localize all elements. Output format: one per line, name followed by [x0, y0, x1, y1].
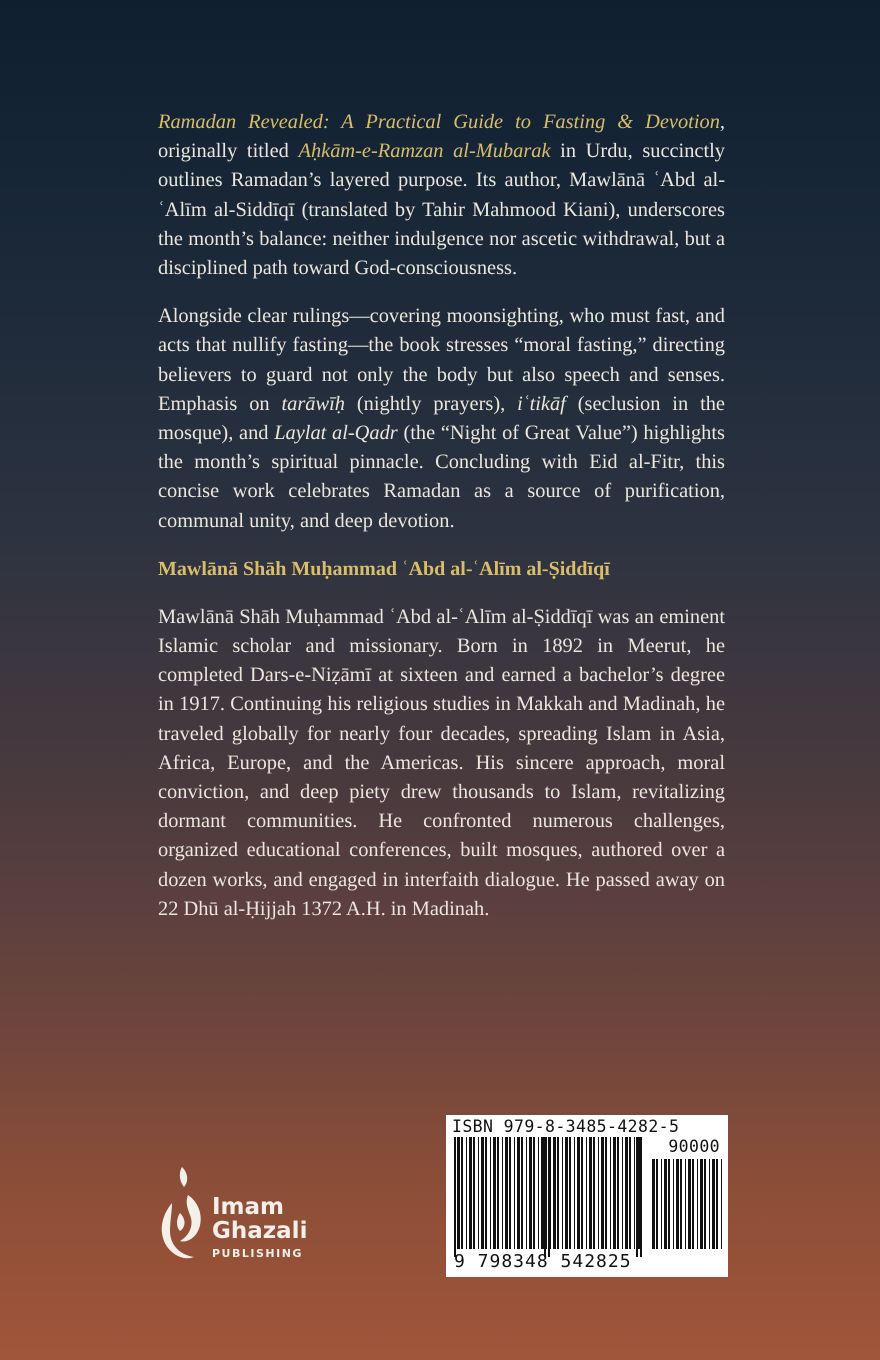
publisher-name: Imam Ghazali [212, 1194, 308, 1244]
barcode-guard-bar [548, 1137, 550, 1257]
barcode-bar [721, 1159, 722, 1249]
barcode-guard-bar [544, 1137, 546, 1257]
barcode-bar [629, 1137, 631, 1249]
author-bio: Mawlānā Shāh Muḥammad ʿAbd al-ʿAlīm al-Ṣiddīqī was an eminent Islamic scholar and missionary. Born in 1892 in Meerut, he completed Dars-e-Niẓāmī at sixteen and earned a bachelor’s degree in 1917. Continuing his religious studies in Makkah and Madinah, he traveled globally for nearly four decades, spreading Islam in Asia, Africa, Europe, and the Americas. His sincere approach, moral conviction, and deep piety drew thousands to Islam, revitalizing dormant communities. He confronted numerous challenges, organized educational conferences, built mosques, authored over a dozen works, and engaged in interfaith dialogue. He passed away on 22 Dhū al-Ḥijjah 1372 A.H. in Madinah. [158, 605, 725, 920]
barcode-bar [553, 1137, 556, 1249]
barcode-bar [581, 1137, 583, 1249]
barcode-bar [652, 1159, 655, 1249]
barcode-guard-bar [454, 1137, 456, 1257]
barcode-bar [617, 1137, 619, 1249]
barcode-bar [601, 1137, 604, 1249]
barcode-bar [574, 1137, 575, 1249]
barcode-bar [569, 1137, 571, 1249]
barcode-bar [598, 1137, 599, 1249]
barcode-bar [716, 1159, 718, 1249]
term-tarawih: tarāwīḥ [281, 392, 345, 415]
barcode-bar [469, 1137, 472, 1249]
author-heading: Mawlānā Shāh Muḥammad ʿAbd al-ʿAlīm al-Ṣiddīqī [158, 557, 610, 580]
barcode-bar [514, 1137, 515, 1249]
barcode-bar [526, 1137, 527, 1249]
term-itikaf: iʿtikāf [517, 392, 566, 415]
barcode-bar [605, 1137, 607, 1249]
barcode-bar [457, 1137, 460, 1249]
barcode-bar [550, 1137, 551, 1249]
blurb-paragraph-2: Alongside clear rulings—covering moonsighting, who must fast, and acts that nullify fasting—the book stresses “moral fasting,” directing believers to guard not only the body but also speech and senses. Emphasis on tarāwīḥ (nightly prayers), iʿtikāf (seclusion in the mosque), and Laylat al-Qadr (the “Night of Great Value”) highlights the month’s spiritual pinnacle. Concluding with Eid al-Fitr, this concise work celebrates Ramadan as a source of purification, communal unity, and deep devotion. [158, 305, 725, 532]
barcode-bar [497, 1137, 499, 1249]
barcode-bar [509, 1137, 511, 1249]
barcode-bar [490, 1137, 491, 1249]
barcode-bar [562, 1137, 563, 1249]
barcode-bar [593, 1137, 595, 1249]
barcode-bar [697, 1159, 698, 1249]
barcode-bar [634, 1137, 635, 1249]
calligraphic-flame-icon [158, 1165, 210, 1265]
barcode-bar [589, 1137, 592, 1249]
barcode-bar [517, 1137, 520, 1249]
book-title: Ramadan Revealed: A Practical Guide to Fasting & Devotion [158, 111, 720, 133]
barcode-bar [485, 1137, 487, 1249]
barcode-bar [668, 1159, 670, 1249]
barcode-bar [664, 1159, 667, 1249]
publisher-logo [158, 1165, 338, 1265]
barcode-bar [577, 1137, 580, 1249]
publisher-subtitle: PUBLISHING [212, 1247, 303, 1260]
barcode-guard-bar [636, 1137, 638, 1257]
term-laylat-al-qadr: Laylat al-Qadr [274, 422, 398, 445]
blurb-paragraph-1: Ramadan Revealed: A Practical Guide to Fasting & Devotion, originally titled Aḥkām-e-Ramzan al-Mubarak in Urdu, succinctly outlines Ramadan’s layered purpose. Its author, Mawlānā ʿAbd al-ʿAlīm al-Siddīqī (translated by Tahir Mahmood Kiani), underscores the month’s balance: neither indulgence nor ascetic withdrawal, but a disciplined path toward God-consciousness. [158, 111, 725, 280]
barcode-bar [502, 1137, 503, 1249]
urdu-title: Aḥkām-e-Ramzan al-Mubarak [298, 140, 551, 163]
barcode-bar [685, 1159, 686, 1249]
ean-digits: 9 798348 542825 [454, 1251, 632, 1272]
barcode-guard-bar [640, 1137, 642, 1257]
barcode-bar [680, 1159, 682, 1249]
barcode-bar [538, 1137, 539, 1249]
barcode-bar [610, 1137, 611, 1249]
barcode-bar [466, 1137, 467, 1249]
barcode-bar [493, 1137, 496, 1249]
barcode-bar [625, 1137, 628, 1249]
barcode-bar [704, 1159, 706, 1249]
barcode-bar [521, 1137, 523, 1249]
barcode-bar [541, 1137, 544, 1249]
barcode-bar [586, 1137, 587, 1249]
barcode-bar [481, 1137, 484, 1249]
barcode-bar [692, 1159, 694, 1249]
barcode-bar [461, 1137, 463, 1249]
barcode-bar [656, 1159, 658, 1249]
barcode-bar [533, 1137, 535, 1249]
barcode-bar [565, 1137, 568, 1249]
barcode-bar [473, 1137, 475, 1249]
barcode-bar [505, 1137, 508, 1249]
barcode-bar [478, 1137, 479, 1249]
barcode-bar [529, 1137, 532, 1249]
isbn-label: ISBN 979-8-3485-4282-5 [452, 1117, 680, 1136]
barcode-bar [673, 1159, 674, 1249]
back-cover-text [158, 108, 725, 943]
barcode-bar [700, 1159, 703, 1249]
barcode-bar [676, 1159, 679, 1249]
barcode-bar [712, 1159, 715, 1249]
barcode-bar [622, 1137, 623, 1249]
barcode-bar [557, 1137, 559, 1249]
barcode-bar [709, 1159, 710, 1249]
barcode-bar [688, 1159, 691, 1249]
price-code: 90000 [668, 1137, 720, 1156]
barcode-bar [661, 1159, 662, 1249]
barcode-bar [613, 1137, 616, 1249]
isbn-barcode [446, 1115, 728, 1277]
